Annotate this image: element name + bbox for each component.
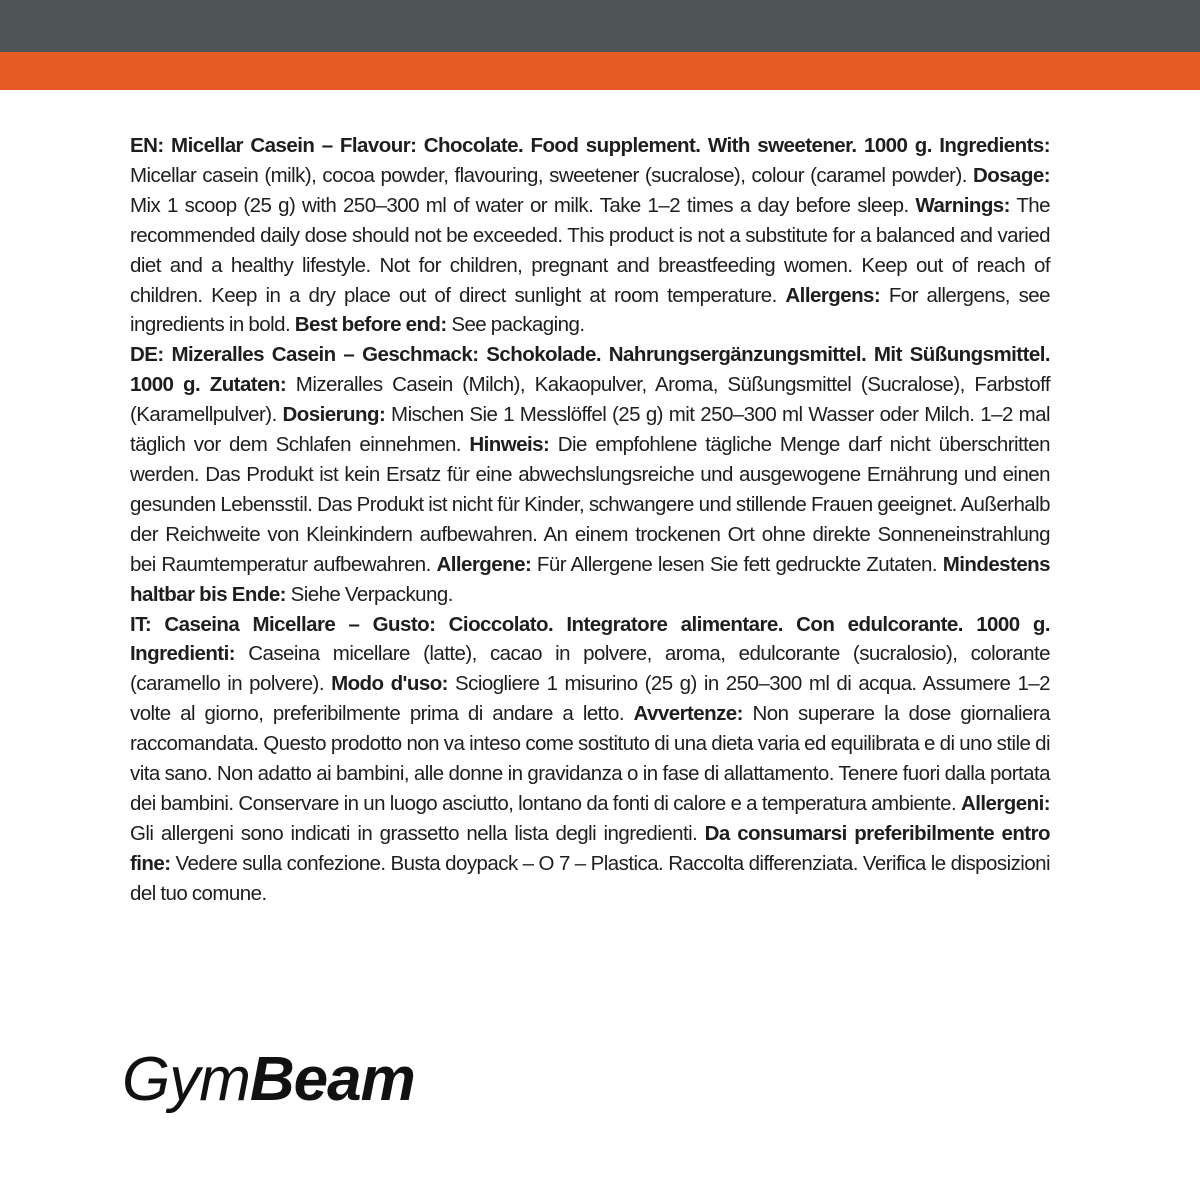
label-text: Siehe Verpackung. — [285, 582, 453, 606]
label-heading: EN: Micellar Casein – Flavour: Chocolate. Food supplement. With sweetener. 1000 g. Ingredients: — [130, 134, 1050, 157]
label-heading: Da consumarsi preferibilmente entro fine: — [130, 821, 1050, 875]
section-it — [130, 610, 1050, 909]
label-text: Die empfohlene tägliche Menge darf nicht überschritten werden. Das Produkt ist kein Ersatz für eine abwechslungsreiche und ausgewogene Ernährung und einen gesunden Lebensstil. Das Produkt ist nicht für Kinder, schwangere und stillende Frauen geeignet. Außerhalb der Reichweite von Kleinkindern aufbewahren. An einem trockenen Ort ohne direkte Sonneneinstrahlung bei Raumtemperatur aufbewahren. — [130, 433, 1050, 576]
label-text: See packaging. — [446, 313, 585, 337]
label-text: The recommended daily dose should not be exceeded. This product is not a substitute for a balanced and varied diet and a healthy lifestyle. Not for children, pregnant and breastfeeding women. Keep out of reach of children. Keep in a dry place out of direct sunlight at room temperature. — [130, 193, 1050, 307]
logo-part-gym: Gym — [122, 1045, 250, 1114]
label-text: Gli allergeni sono indicati in grassetto nella lista degli ingredienti. — [130, 821, 705, 845]
section-en — [130, 131, 1050, 340]
label-heading: Modo d'uso: — [331, 672, 448, 696]
section-de — [130, 340, 1050, 609]
label-heading: DE: Mizeralles Casein – Geschmack: Schokolade. Nahrungsergänzungsmittel. Mit Süßungsmittel. 1000 g. Zutaten: — [130, 343, 1050, 397]
label-heading: Hinweis: — [469, 433, 550, 457]
orange-accent-band — [0, 52, 1200, 90]
label-text: Für Allergene lesen Sie fett gedruckte Zutaten. — [531, 552, 943, 576]
label-heading: Allergens: — [785, 283, 881, 307]
label-text: Mischen Sie 1 Messlöffel (25 g) mit 250–300 ml Wasser oder Milch. 1–2 mal täglich vor dem Schlafen einnehmen. — [130, 403, 1051, 457]
label-heading: Mindestens haltbar bis Ende: — [130, 552, 1050, 606]
label-heading: Best before end: — [294, 313, 447, 337]
label-heading: Dosage: — [972, 163, 1050, 187]
label-text: Non superare la dose giornaliera raccomandata. Questo prodotto non va inteso come sostituto di una dieta varia ed equilibrata e di uno stile di vita sano. Non adatto ai bambini, alle donne in gravidanza o in fase di allattamento. Tenere fuori dalla portata dei bambini. Conservare in un luogo asciutto, lontano da fonti di calore e a temperatura ambiente. — [130, 702, 1050, 815]
label-heading: Warnings: — [915, 193, 1010, 217]
label-text: Sciogliere 1 misurino (25 g) in 250–300 ml di acqua. Assumere 1–2 volte al giorno, preferibilmente prima di andare a letto. — [130, 672, 1051, 726]
label-heading: Allergene: — [436, 552, 532, 576]
label-text: For allergens, see ingredients in bold. — [130, 283, 1050, 337]
label-text: Vedere sulla confezione. Busta doypack – O 7 – Plastica. Raccolta differenziata. Verifica le disposizioni del tuo comune. — [130, 851, 1050, 905]
label-text-block — [130, 131, 1050, 909]
gymbeam-logo — [122, 1040, 415, 1120]
label-heading: Avvertenze: — [633, 702, 743, 726]
top-gray-band — [0, 0, 1200, 52]
label-text: Mix 1 scoop (25 g) with 250–300 ml of water or milk. Take 1–2 times a day before sleep. — [130, 193, 916, 217]
label-heading: Allergeni: — [960, 791, 1050, 815]
label-text: Caseina micellare (latte), cacao in polvere, aroma, edulcorante (sucralosio), colorante (caramello in polvere). — [130, 642, 1050, 696]
label-text: Mizeralles Casein (Milch), Kakaopulver, Aroma, Süßungsmittel (Sucralose), Farbstoff (Karamellpulver). — [130, 373, 1050, 427]
label-heading: Dosierung: — [282, 403, 386, 427]
label-heading: IT: Caseina Micellare – Gusto: Cioccolato. Integratore alimentare. Con edulcorante. 1000 g. Ingredienti: — [130, 612, 1050, 666]
logo-part-beam: Beam — [249, 1045, 415, 1114]
label-text: Micellar casein (milk), cocoa powder, flavouring, sweetener (sucralose), colour (caramel powder). — [130, 163, 973, 187]
